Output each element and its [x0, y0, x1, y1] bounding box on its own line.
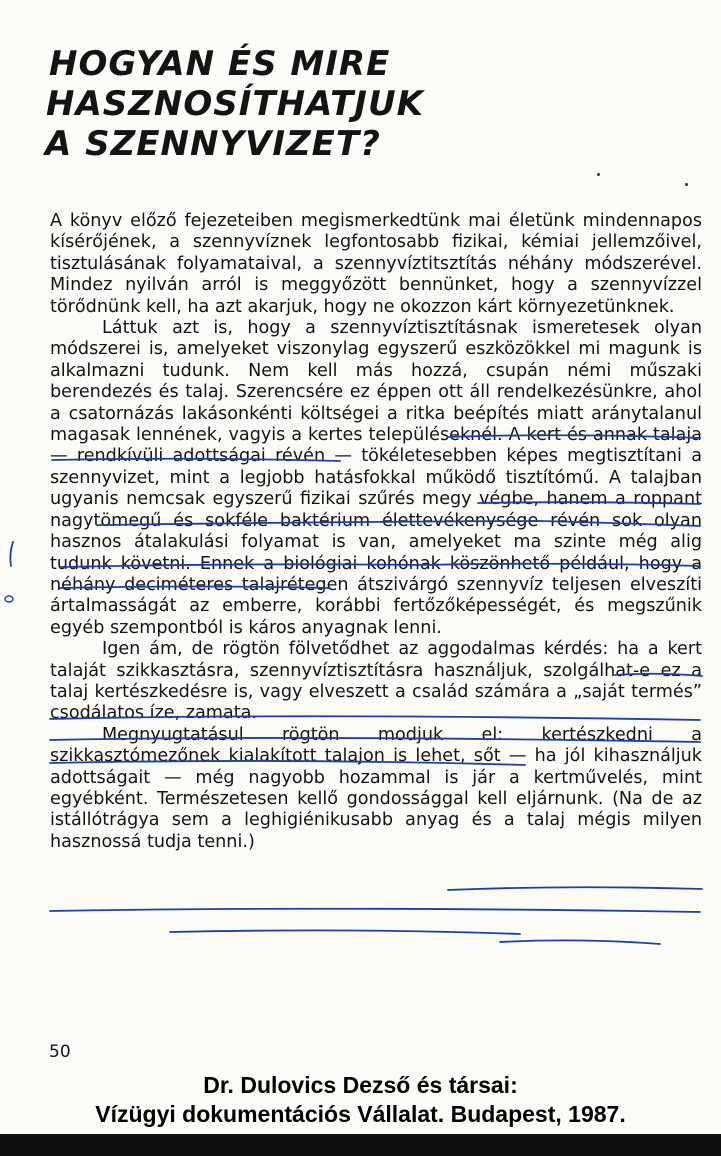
page-number: 50: [49, 1042, 71, 1062]
paper-speck: [597, 173, 600, 176]
underline-stroke: [500, 940, 660, 944]
paragraph: Láttuk azt is, hogy a szennyvíztisztításnak ismeretesek olyan módszerei is, amelyeket viszonylag egyszerű eszközökkel mi magunk is alkalmazni tudunk. Nem kell más hozzá, csupán némi műszaki berendezés és talaj. Szerencsére ez éppen ott áll rendelkezésünkre, ahol a csatornázás lakásonkénti költségei a ritka beépítés miatt aránytalanul magasak lennének, vagyis a kertes településeknél. A kert és annak talaja — rendkívüli adottságai révén — tökéletesebben képes megtisztítani a szennyvizet, mint a legjobb hatásfokkal működő tisztítómű. A talajban ugyanis nemcsak egyszerű fizikai szűrés megy végbe, hanem a roppant nagytömegű és sokféle baktérium élettevékenysége révén sok olyan hasznos átalakulási folyamat is van, amelyeket ma szinte még alig tudunk követni. Ennek a biológiai kohónak köszönhető például, hogy a néhány deciméteres talajrétegen átszivárgó szennyvíz teljesen elveszíti ártalmasságát az emberre, korábbi fertőzőképességét, és megszűnik egyéb szempontból is káros anyagnak lenni.: [50, 318, 702, 638]
page-title: [45, 44, 427, 164]
scan-edge-band: [0, 1134, 721, 1156]
underline-stroke: [448, 887, 702, 890]
caption-authors: Dr. Dulovics Dezső és társai:: [203, 1072, 518, 1098]
title-line: A SZENNYVIZET?: [45, 124, 381, 164]
article-body: [50, 211, 702, 853]
underline-stroke: [50, 909, 700, 912]
paper-speck: [685, 183, 688, 186]
margin-bracket: [10, 542, 13, 566]
paragraph: Igen ám, de rögtön fölvetődhet az aggodalmas kérdés: ha a kert talaját szikkasztásra, szennyvíztisztításra használjuk, szolgálhat-e ez a talaj kertészkedésre is, vagy elveszett a család számára a „saját termés” csodálatos íze, zamata.: [50, 639, 702, 724]
underline-stroke: [170, 930, 520, 934]
title-line: HOGYAN ÉS MIRE: [49, 44, 391, 84]
paragraph: Megnyugtatásul rögtön modjuk el: kertészkedni a szikkasztómezőnek kialakított talajon is lehet, sőt — ha jól kihasználjuk adottságait — még nagyobb hozammal is jár a kertművelés, mint egyébként. Természetesen kellő gondossággal kell eljárnunk. (Na de az istállótrágya sem a leghigiénikusabb anyag és a talaj mégis milyen hasznossá tudja tenni.): [50, 724, 702, 852]
paragraph: A könyv előző fejezeteiben megismerkedtünk mai életünk mindennapos kísérőjének, a szennyvíznek legfontosabb fizikai, kémiai jellemzőivel, tisztulásának folyamataival, a szennyvíztitsztítás néhány módszerével. Mindez nyilván arról is meggyőzött bennünket, hogy a szennyvízzel törődnünk kell, ha azt akarjuk, hogy ne okozzon kárt környezetünknek.: [50, 211, 702, 317]
title-line: HASZNOSÍTHATJUK: [46, 84, 424, 124]
margin-circle: [5, 596, 13, 602]
caption-publisher: Vízügyi dokumentációs Vállalat. Budapest, 1987.: [95, 1101, 626, 1127]
